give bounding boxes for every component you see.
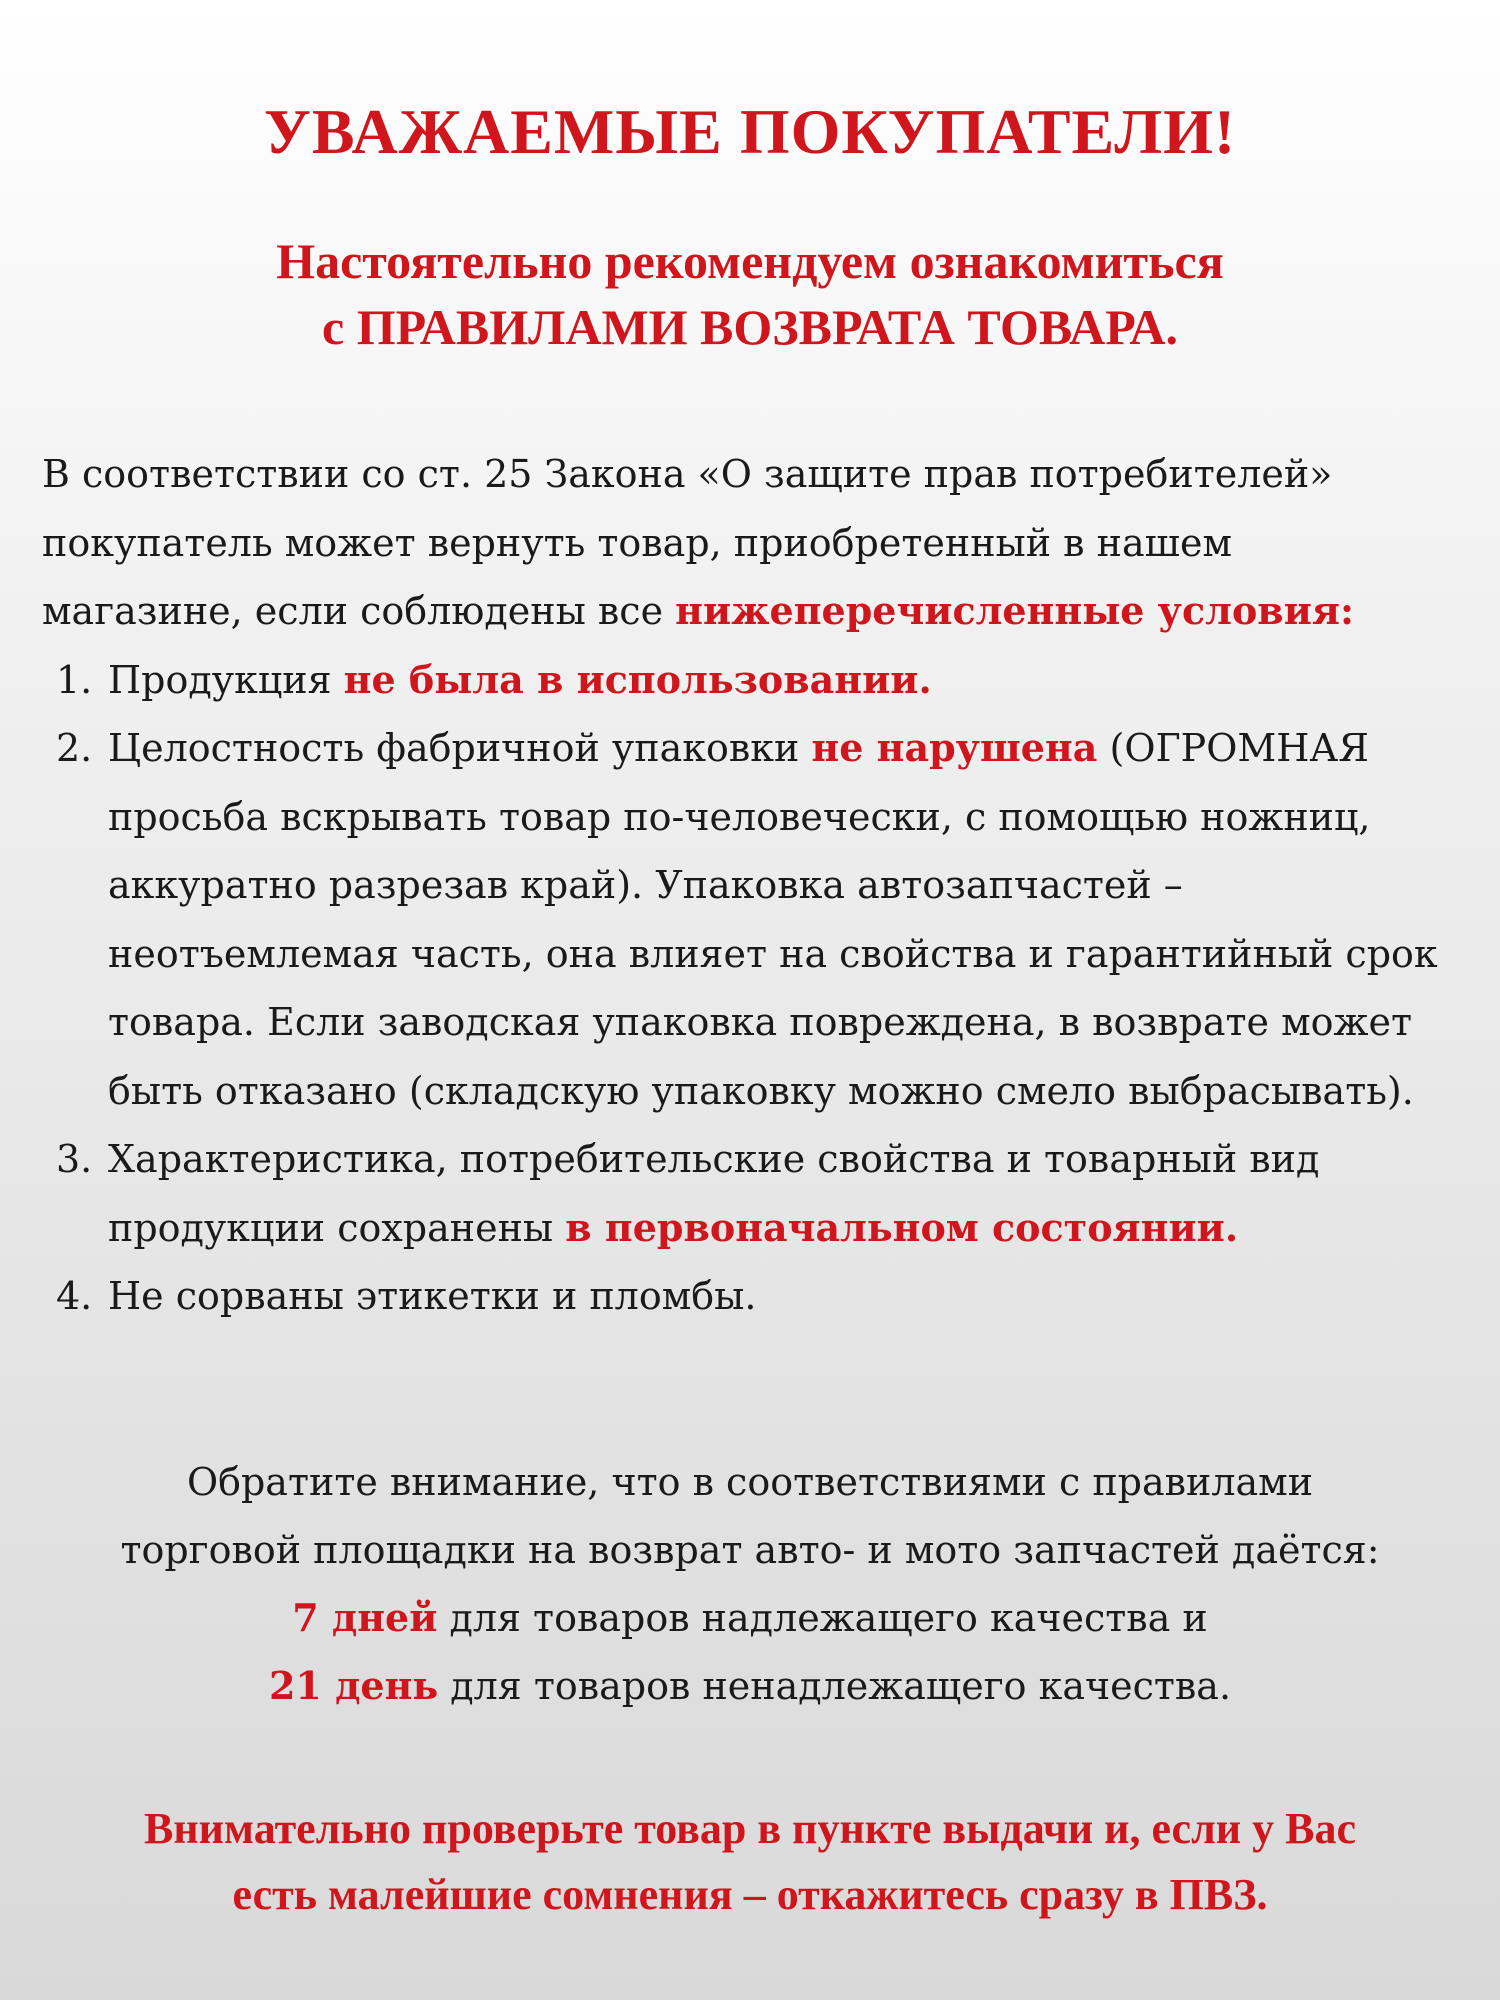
list-item [42, 1262, 1472, 1331]
note-line-4 [0, 1652, 1500, 1720]
return-period-note [0, 1448, 1500, 1720]
warning-line-1: Внимательно проверьте товар в пункте выдачи и, если у Вас [143, 1804, 1357, 1853]
list-item-number: 2. [56, 726, 93, 770]
days-quality-value: 7 дней [292, 1595, 438, 1640]
pickup-warning [0, 1796, 1500, 1928]
note-line-3 [0, 1584, 1500, 1652]
note-line-1: Обратите внимание, что в соответствиями с правилами [186, 1460, 1314, 1504]
list-item-number: 1. [56, 657, 93, 702]
list-item-number: 3. [56, 1137, 93, 1181]
list-item [42, 1125, 1472, 1262]
conditions-list [42, 646, 1472, 1331]
list-item-number: 4. [56, 1274, 93, 1318]
conditions-highlight: нижеперечисленные условия: [675, 588, 1354, 633]
intro-line-2: покупатель может вернуть товар, приобретенный в нашем [42, 520, 1233, 565]
list-item-highlight: в первоначальном состоянии. [565, 1204, 1239, 1250]
list-item-text-after: (ОГРОМНАЯ просьба вскрывать товар по-человечески, с помощью ножниц, аккуратно разрезав край). Упаковка автозапчастей – неотъемлемая часть, она влияет на свойства и гарантийный срок товара. Если заводская упаковка повреждена, в возврате может быть отказано (складскую упаковку можно смело выбрасывать). [108, 726, 1438, 1113]
note-line-2: торговой площадки на возврат авто- и мото запчастей даётся: [120, 1528, 1380, 1572]
list-item-text: Продукция [108, 657, 344, 702]
subheadline-line-1: Настоятельно рекомендуем ознакомиться [276, 233, 1224, 289]
page-title: УВАЖАЕМЫЕ ПОКУПАТЕЛИ! [263, 96, 1237, 167]
subheadline [0, 228, 1500, 360]
days-quality-text: для товаров надлежащего качества и [437, 1596, 1208, 1640]
list-item [42, 646, 1472, 715]
return-conditions-section [42, 440, 1472, 1331]
list-item [42, 714, 1472, 1125]
list-item-highlight: не была в использовании. [343, 656, 932, 702]
list-item-text: Характеристика, потребительские свойства и товарный вид продукции сохранены [108, 1137, 1320, 1250]
intro-line-3 [42, 577, 1472, 646]
list-item-text: Целостность фабричной упаковки [108, 726, 812, 770]
subheadline-line-2: с ПРАВИЛАМИ ВОЗВРАТА ТОВАРА. [322, 299, 1178, 355]
days-defect-value: 21 день [268, 1663, 439, 1708]
intro-line-1: В соответствии со ст. 25 Закона «О защите прав потребителей» [42, 452, 1333, 496]
intro-line-3-text: магазине, если соблюдены все [42, 589, 676, 633]
list-item-text: Не сорваны этикетки и пломбы. [108, 1274, 757, 1318]
days-defect-text: для товаров ненадлежащего качества. [438, 1664, 1232, 1708]
list-item-highlight: не нарушена [811, 725, 1098, 770]
warning-line-2: есть малейшие сомнения – откажитесь сразу в ПВЗ. [232, 1870, 1268, 1919]
